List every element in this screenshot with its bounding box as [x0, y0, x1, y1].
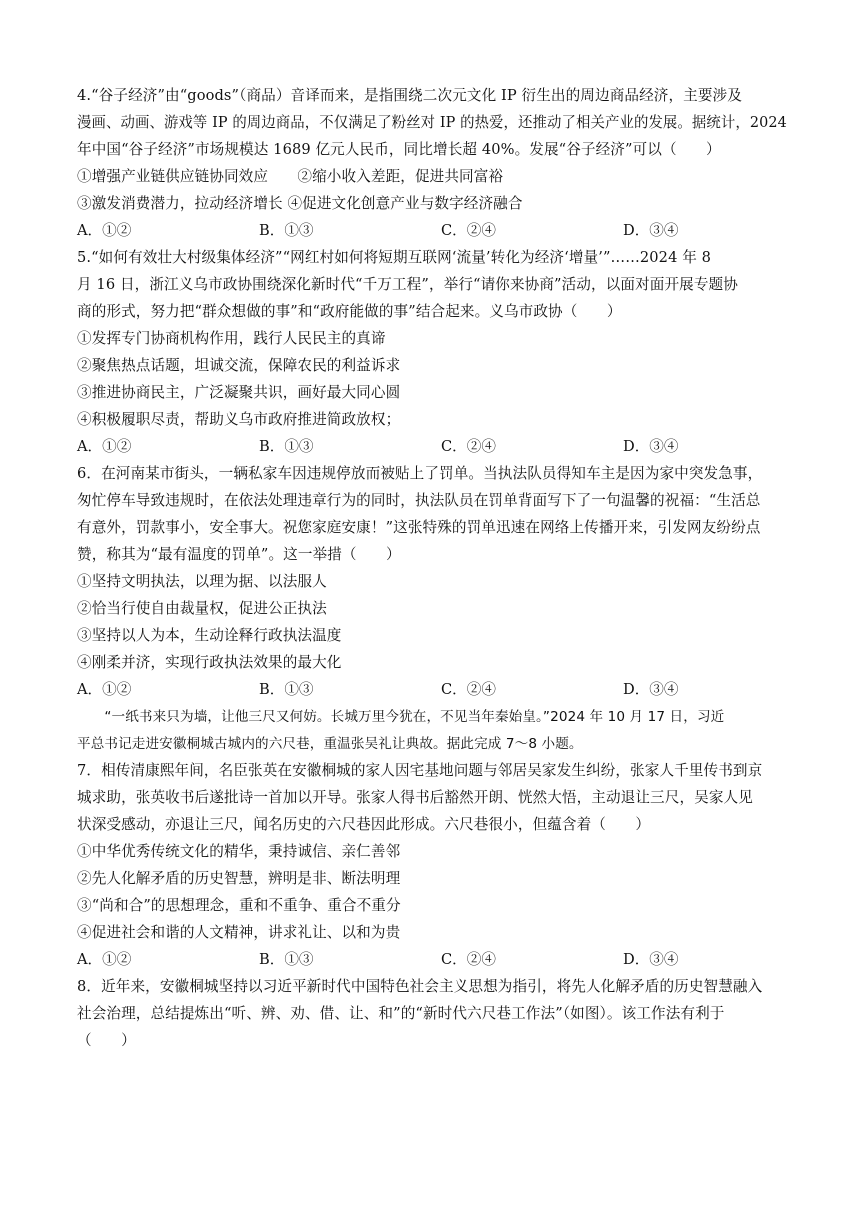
q6-stem-line: 匆忙停车导致违规时，在依法处理违章行为的同时，执法队员在罚单背面写下了一句温馨的祝福：“生活总 [77, 492, 761, 509]
q8-stem-line: （ ） [77, 1032, 136, 1049]
q7-statement: ②先人化解矛盾的历史智慧，辨明是非、断法明理 [77, 870, 401, 887]
q6-statement: ③坚持以人为本，生动诠释行政执法温度 [77, 627, 342, 644]
q7-stem-line: 状深受感动，亦退让三尺，闻名历史的六尺巷因此形成。六尺巷很小，但蕴含着（ ） [77, 816, 651, 833]
option-a[interactable]: A．①② [77, 681, 132, 698]
q8-stem-line: 8．近年来，安徽桐城坚持以习近平新时代中国特色社会主义思想为指引，将先人化解矛盾的历史智慧融入 [77, 978, 763, 995]
q5-options [77, 437, 787, 457]
q4-stem-line: 年中国“谷子经济”市场规模达 1689 亿元人民币，同比增长超 40%。发展“谷子经济”可以（ ） [77, 141, 721, 158]
option-d[interactable]: D．③④ [623, 681, 679, 698]
option-c[interactable]: C．②④ [441, 438, 496, 455]
q6-options [77, 680, 787, 700]
q6-statement: ①坚持文明执法，以理为据、以法服人 [77, 573, 327, 590]
material-passage-line: “一纸书来只为墙，让他三尺又何妨。长城万里今犹在，不见当年秦始皇。”2024 年 10 月 17 日，习近 [77, 709, 725, 725]
option-a[interactable]: A．①② [77, 222, 132, 239]
q5-statement: ②聚焦热点话题，坦诚交流，保障农民的利益诉求 [77, 357, 401, 374]
q8-stem-line: 社会治理，总结提炼出“听、辨、劝、借、让、和”的“新时代六尺巷工作法”（如图）。该工作法有利于 [77, 1005, 725, 1022]
q6-stem-line: 赞，称其为“最有温度的罚单”。这一举措（ ） [77, 546, 401, 563]
option-d[interactable]: D．③④ [623, 222, 679, 239]
q5-stem-line: 月 16 日，浙江义乌市政协围绕深化新时代“千万工程”，举行“请你来协商”活动，以面对面开展专题协 [77, 276, 738, 293]
q6-statement: ④刚柔并济，实现行政执法效果的最大化 [77, 654, 342, 671]
option-d[interactable]: D．③④ [623, 438, 679, 455]
q4-stem-line: 4.“谷子经济”由“goods”（商品）音译而来，是指围绕二次元文化 IP 衍生出的周边商品经济，主要涉及 [77, 87, 742, 104]
material-passage-line: 平总书记走进安徽桐城古城内的六尺巷，重温张吴礼让典故。据此完成 7～8 小题。 [77, 736, 583, 752]
q7-options [77, 950, 787, 970]
q5-statement: ①发挥专门协商机构作用，践行人民民主的真谛 [77, 330, 386, 347]
option-c[interactable]: C．②④ [441, 681, 496, 698]
q5-stem-line: 商的形式，努力把“群众想做的事”和“政府能做的事”结合起来。义乌市政协（ ） [77, 303, 622, 320]
option-d[interactable]: D．③④ [623, 951, 679, 968]
q4-statement: ③激发消费潜力，拉动经济增长 ④促进文化创意产业与数字经济融合 [77, 195, 523, 212]
q7-statement: ①中华优秀传统文化的精华，秉持诚信、亲仁善邻 [77, 843, 401, 860]
q5-stem-line: 5.“如何有效壮大村级集体经济”“网红村如何将短期互联网‘流量’转化为经济‘增量’”……2024 年 8 [77, 249, 712, 266]
q7-stem-line: 城求助，张英收书后遂批诗一首加以开导。张家人得书后豁然开朗、恍然大悟，主动退让三尺，吴家人见 [77, 789, 753, 806]
option-c[interactable]: C．②④ [441, 222, 496, 239]
q4-options [77, 221, 787, 241]
q7-statement: ③“尚和合”的思想理念，重和不重争、重合不重分 [77, 897, 401, 914]
q4-stem-line: 漫画、动画、游戏等 IP 的周边商品，不仅满足了粉丝对 IP 的热爱，还推动了相关产业的发展。据统计，2024 [77, 114, 787, 131]
q6-stem-line: 有意外，罚款事小，安全事大。祝您家庭安康！”这张特殊的罚单迅速在网络上传播开来，引发网友纷纷点 [77, 519, 761, 536]
q7-statement: ④促进社会和谐的人文精神，讲求礼让、以和为贵 [77, 924, 401, 941]
option-b[interactable]: B．①③ [259, 951, 314, 968]
option-a[interactable]: A．①② [77, 438, 132, 455]
option-b[interactable]: B．①③ [259, 681, 314, 698]
option-a[interactable]: A．①② [77, 951, 132, 968]
q6-statement: ②恰当行使自由裁量权，促进公正执法 [77, 600, 327, 617]
q4-statement: ①增强产业链供应链协同效应 ②缩小收入差距，促进共同富裕 [77, 168, 504, 185]
option-b[interactable]: B．①③ [259, 438, 314, 455]
q6-stem-line: 6．在河南某市街头，一辆私家车因违规停放而被贴上了罚单。当执法队员得知车主是因为家中突发急事， [77, 465, 763, 482]
q5-statement: ③推进协商民主，广泛凝聚共识，画好最大同心圆 [77, 384, 401, 401]
q5-statement: ④积极履职尽责，帮助义乌市政府推进简政放权； [77, 411, 401, 428]
option-b[interactable]: B．①③ [259, 222, 314, 239]
option-c[interactable]: C．②④ [441, 951, 496, 968]
q7-stem-line: 7．相传清康熙年间，名臣张英在安徽桐城的家人因宅基地问题与邻居吴家发生纠纷，张家人千里传书到京 [77, 762, 763, 779]
